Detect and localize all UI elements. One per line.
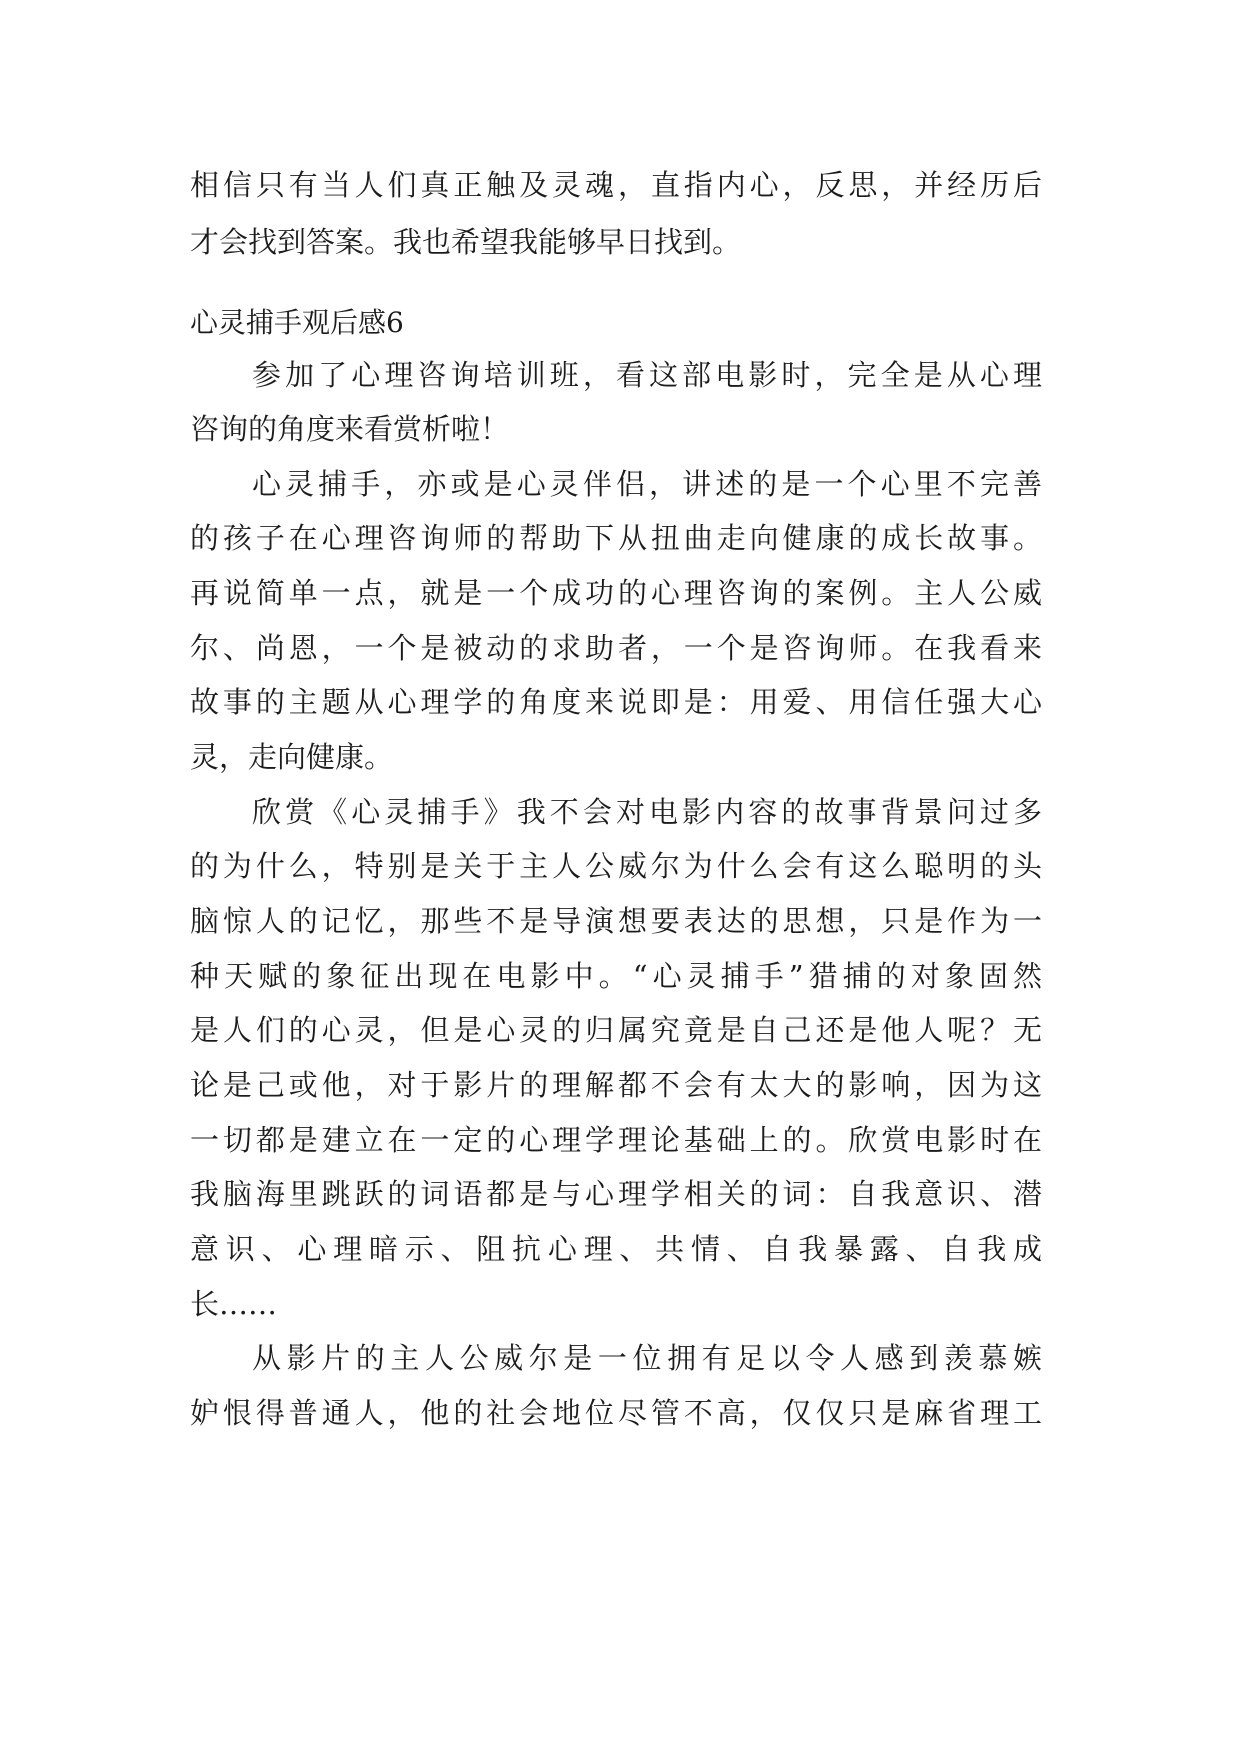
body-line: 才会找到答案。我也希望我能够早日找到。	[190, 225, 742, 259]
paragraph-first-line: 参加了心理咨询培训班，看这部电影时，完全是从心理	[252, 358, 1042, 392]
body-line: 论是己或他，对于影片的理解都不会有太大的影响，因为这	[190, 1068, 1042, 1102]
body-line: 长……	[190, 1287, 278, 1321]
body-line: 妒恨得普通人，他的社会地位尽管不高，仅仅只是麻省理工	[190, 1396, 1042, 1430]
body-line: 我脑海里跳跃的词语都是与心理学相关的词：自我意识、潜	[190, 1177, 1042, 1211]
body-line: 的为什么，特别是关于主人公威尔为什么会有这么聪明的头	[190, 849, 1042, 883]
body-line: 灵，走向健康。	[190, 740, 394, 774]
body-line: 相信只有当人们真正触及灵魂，直指内心，反思，并经历后	[190, 168, 1042, 202]
body-line: 咨询的角度来看赏析啦！	[190, 412, 510, 446]
body-line: 的孩子在心理咨询师的帮助下从扭曲走向健康的成长故事。	[190, 521, 1042, 555]
body-line: 一切都是建立在一定的心理学理论基础上的。欣赏电影时在	[190, 1123, 1042, 1157]
section-heading: 心灵捕手观后感6	[190, 306, 404, 339]
body-line: 尔、尚恩，一个是被动的求助者，一个是咨询师。在我看来	[190, 631, 1042, 665]
paragraph-first-line: 欣赏《心灵捕手》我不会对电影内容的故事背景问过多	[252, 795, 1042, 829]
body-line: 种天赋的象征出现在电影中。“心灵捕手”猎捕的对象固然	[190, 959, 1042, 993]
body-line: 是人们的心灵，但是心灵的归属究竟是自己还是他人呢？无	[190, 1013, 1042, 1047]
body-line: 脑惊人的记忆，那些不是导演想要表达的思想，只是作为一	[190, 904, 1042, 938]
body-line: 再说简单一点，就是一个成功的心理咨询的案例。主人公威	[190, 576, 1042, 610]
body-line: 意识、心理暗示、阻抗心理、共情、自我暴露、自我成	[190, 1232, 1042, 1266]
paragraph-first-line: 心灵捕手，亦或是心灵伴侣，讲述的是一个心里不完善	[252, 467, 1042, 501]
body-line: 故事的主题从心理学的角度来说即是：用爱、用信任强大心	[190, 685, 1042, 719]
paragraph-first-line: 从影片的主人公威尔是一位拥有足以令人感到羡慕嫉	[252, 1341, 1042, 1375]
